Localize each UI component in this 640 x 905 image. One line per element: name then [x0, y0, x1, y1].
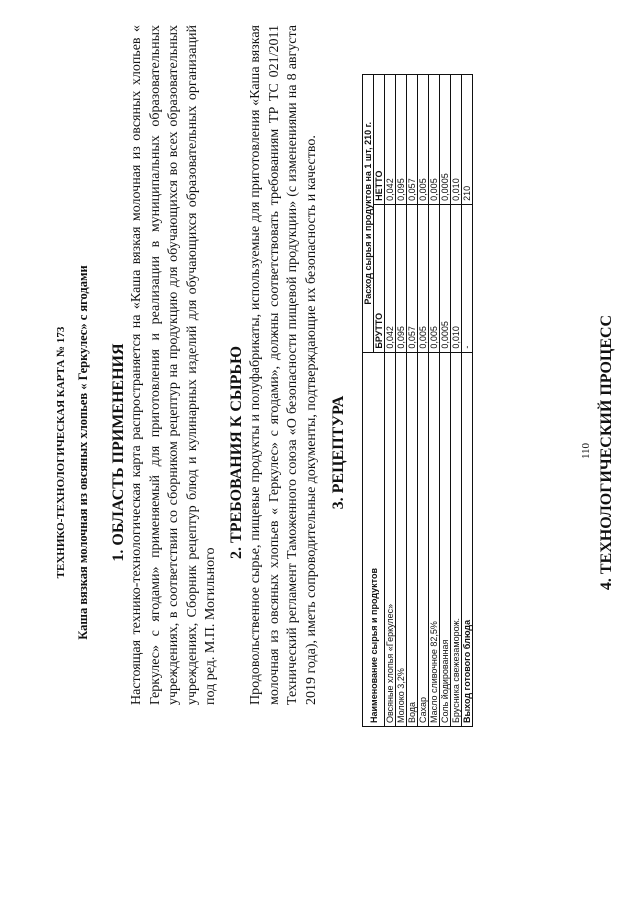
header-name: Наименование сырья и продуктов	[363, 352, 385, 726]
section-2-text: Продовольственное сырье, пищевые продукты и полуфабрикаты, используемые для приготовления «Каша вязкая молочная из овсяных хлопьев « Геркулес» с ягодами», должны соответствовать требованиям ТР ТС 021/2011 Технический регламент Таможенного союза «О безопасности пищевой продукции» (с изменениями на 8 августа 2019 года), иметь сопроводительные документы, подтверждающие их безопасность и качество.	[248, 25, 319, 705]
output-gross: -	[462, 204, 473, 352]
header-gross: БРУТТО	[374, 204, 385, 352]
ingredient-name: Вода	[407, 352, 418, 726]
section-3-heading: 3. РЕЦЕПТУРА	[330, 395, 347, 510]
ingredient-gross: 0,057	[407, 204, 418, 352]
card-title: ТЕХНИКО-ТЕХНОЛОГИЧЕСКАЯ КАРТА № 173	[55, 326, 67, 579]
ingredient-name: Овсяные хлопья «Геркулес»	[385, 352, 396, 726]
header-net: НЕТТО	[374, 75, 385, 205]
ingredient-net: 0,010	[451, 75, 462, 205]
ingredient-gross: 0,042	[385, 204, 396, 352]
header-consumption: Расход сырья и продуктов на 1 шт, 210 г.	[363, 75, 374, 353]
section-2-heading: 2. ТРЕБОВАНИЯ К СЫРЬЮ	[228, 346, 245, 559]
recipe-table-body	[385, 75, 473, 727]
page-number: 110	[580, 442, 592, 460]
output-name: Выход готового блюда	[462, 352, 473, 726]
table-row	[440, 75, 451, 727]
ingredient-net: 0,042	[385, 75, 396, 205]
ingredient-net: 0,057	[407, 75, 418, 205]
table-row	[396, 75, 407, 727]
ingredient-gross: 0,010	[451, 204, 462, 352]
table-row-output	[462, 75, 473, 727]
recipe-table	[362, 74, 473, 727]
table-row	[451, 75, 462, 727]
table-row	[418, 75, 429, 727]
ingredient-gross: 0,095	[396, 204, 407, 352]
section-1-heading: 1. ОБЛАСТЬ ПРИМЕНЕНИЯ	[110, 343, 127, 562]
ingredient-gross: 0,005	[418, 204, 429, 352]
ingredient-net: 0,0005	[440, 75, 451, 205]
ingredient-net: 0,005	[418, 75, 429, 205]
table-row	[407, 75, 418, 727]
table-row	[385, 75, 396, 727]
ingredient-gross: 0,005	[429, 204, 440, 352]
ingredient-name: Брусника свежезаморож.	[451, 352, 462, 726]
ingredient-gross: 0,0005	[440, 204, 451, 352]
dish-title: Каша вязкая молочная из овсяных хлопьев « Геркулес» с ягодами	[76, 265, 90, 640]
ingredient-name: Сахар	[418, 352, 429, 726]
output-net: 210	[462, 75, 473, 205]
ingredient-net: 0,005	[429, 75, 440, 205]
ingredient-net: 0,095	[396, 75, 407, 205]
ingredient-name: Соль йодированная	[440, 352, 451, 726]
ingredient-name: Масло сливочное 82,5%	[429, 352, 440, 726]
table-row	[429, 75, 440, 727]
section-4-heading: 4. ТЕХНОЛОГИЧЕСКИЙ ПРОЦЕСС	[598, 314, 615, 591]
ingredient-name: Молоко 3,2%	[396, 352, 407, 726]
section-1-text: Настоящая технико-технологическая карта распространяется на «Каша вязкая молочная из овсяных хлопьев « Геркулес» с ягодами» применяемый для приготовления и реализации в муниципальных образовательных учреждениях, в соответствии со сборником рецептур на продукцию для обучающихся во всех образовательных учреждениях, Сборник рецептур блюд и кулинарных изделий для обучающихся образовательных организаций под ред. М.П. Могильного	[129, 25, 218, 705]
